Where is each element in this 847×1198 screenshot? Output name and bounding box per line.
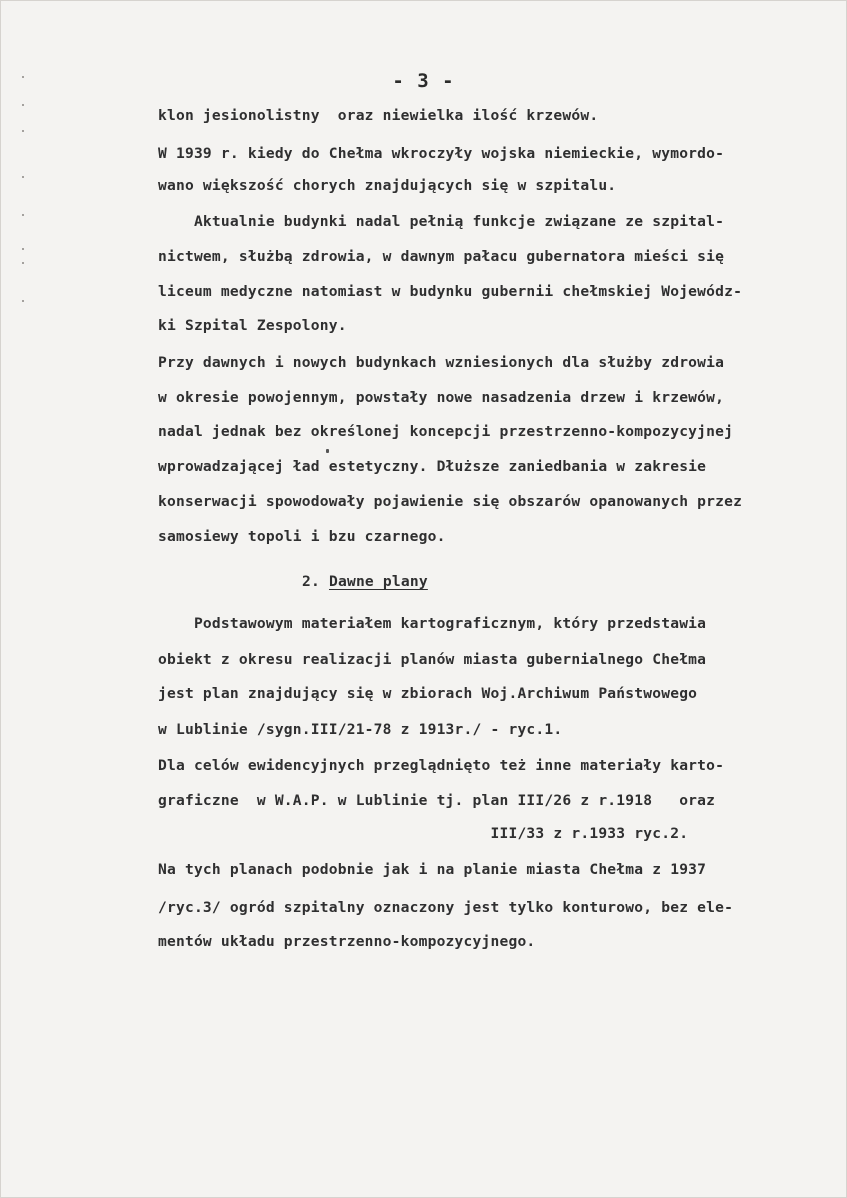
text-line: /ryc.3/ ogród szpitalny oznaczony jest tylko konturowo, bez ele- xyxy=(158,899,734,916)
text-line: ki Szpital Zespolony. xyxy=(158,317,347,334)
text-line: Przy dawnych i nowych budynkach wzniesionych dla służby zdrowia xyxy=(158,354,725,371)
section-heading xyxy=(302,570,428,594)
text-line: Podstawowym materiałem kartograficznym, który przedstawia xyxy=(158,615,707,632)
text-line: klon jesionolistny oraz niewielka ilość krzewów. xyxy=(158,107,599,124)
text-line: obiekt z okresu realizacji planów miasta gubernialnego Chełma xyxy=(158,651,707,668)
page-number: - 3 - xyxy=(392,70,455,92)
text-line: nadal jednak bez określonej koncepcji przestrzenno-kompozycyjnej xyxy=(158,423,734,440)
text-line: liceum medyczne natomiast w budynku gubernii chełmskiej Wojewódz- xyxy=(158,283,743,300)
text-line: w Lublinie /sygn.III/21-78 z 1913r./ - ryc.1. xyxy=(158,721,563,738)
text-line: III/33 z r.1933 ryc.2. xyxy=(158,825,689,842)
scan-edge-specks xyxy=(22,0,30,1198)
text-line: mentów układu przestrzenno-kompozycyjnego. xyxy=(158,933,536,950)
text-line: wprowadzającej ład estetyczny. Dłuższe zaniedbania w zakresie xyxy=(158,458,707,475)
text-line: konserwacji spowodowały pojawienie się obszarów opanowanych przez xyxy=(158,493,743,510)
text-line: jest plan znajdujący się w zbiorach Woj.Archiwum Państwowego xyxy=(158,685,698,702)
text-line: Na tych planach podobnie jak i na planie miasta Chełma z 1937 xyxy=(158,861,707,878)
section-number: 2. xyxy=(302,573,320,590)
text-line: Aktualnie budynki nadal pełnią funkcje związane ze szpital- xyxy=(158,213,725,230)
text-line: wano większość chorych znajdujących się w szpitalu. xyxy=(158,177,617,194)
text-line: w okresie powojennym, powstały nowe nasadzenia drzew i krzewów, xyxy=(158,389,725,406)
ink-speck xyxy=(326,449,329,453)
text-line: graficzne w W.A.P. w Lublinie tj. plan III/26 z r.1918 oraz xyxy=(158,792,716,809)
text-line: nictwem, służbą zdrowia, w dawnym pałacu gubernatora mieści się xyxy=(158,248,725,265)
text-line: Dla celów ewidencyjnych przeglądnięto też inne materiały karto- xyxy=(158,757,725,774)
section-title: Dawne plany xyxy=(328,573,428,590)
text-line: W 1939 r. kiedy do Chełma wkroczyły wojska niemieckie, wymordo- xyxy=(158,145,725,162)
text-line: samosiewy topoli i bzu czarnego. xyxy=(158,528,446,545)
